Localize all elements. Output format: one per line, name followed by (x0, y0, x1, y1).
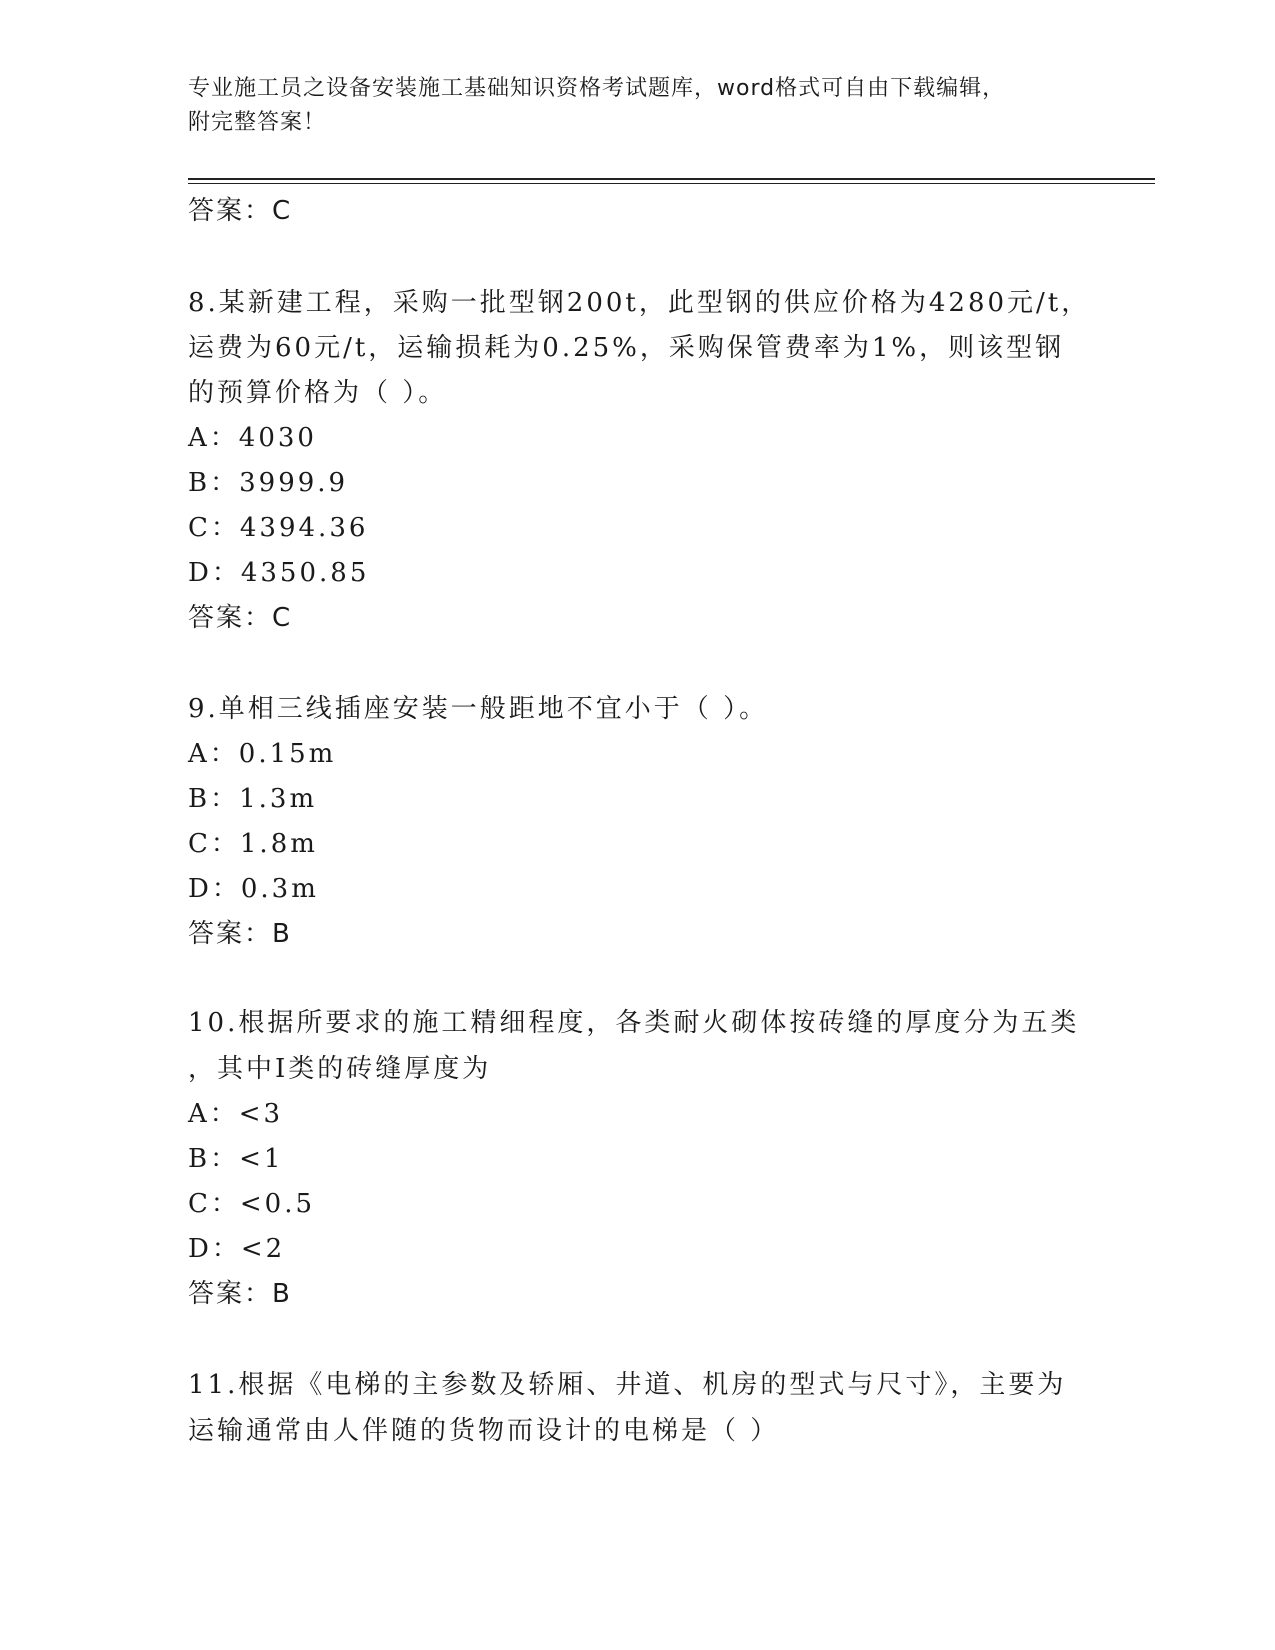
q9-option-d: D：0.3m (188, 874, 319, 904)
q9-answer: 答案：B (188, 919, 292, 949)
q8-answer: 答案：C (188, 603, 293, 633)
q8-option-b: B：3999.9 (188, 468, 349, 498)
header-divider-thick (188, 178, 1155, 180)
prev-answer: 答案：C (188, 196, 293, 226)
q8-text-line-3: 的预算价格为（ ）。 (188, 378, 448, 408)
q8-text-line-1: 8.某新建工程，采购一批型钢200t，此型钢的供应价格为4280元/t， (188, 288, 1091, 318)
header-line-2: 附完整答案！ (188, 110, 327, 135)
q10-option-a: A：<3 (188, 1099, 284, 1129)
q8-option-a: A：4030 (188, 423, 317, 453)
q11-text-line-1: 11.根据《电梯的主参数及轿厢、井道、机房的型式与尺寸》，主要为 (188, 1370, 1067, 1400)
q9-option-a: A：0.15m (188, 739, 337, 769)
q10-text-line-1: 10.根据所要求的施工精细程度，各类耐火砌体按砖缝的厚度分为五类 (188, 1008, 1080, 1038)
q8-option-c: C：4394.36 (188, 513, 369, 543)
header-divider-thin (188, 183, 1155, 184)
q9-option-c: C：1.8m (188, 829, 318, 859)
q10-option-d: D：<2 (188, 1234, 286, 1264)
q8-text-line-2: 运费为60元/t，运输损耗为0.25%，采购保管费率为1%，则该型钢 (188, 333, 1065, 363)
q10-answer: 答案：B (188, 1279, 292, 1309)
q10-option-c: C：<0.5 (188, 1189, 316, 1219)
q9-text-line-1: 9.单相三线插座安装一般距地不宜小于（ ）。 (188, 694, 769, 724)
page-header (188, 72, 1088, 140)
q8-option-d: D：4350.85 (188, 558, 370, 588)
q9-option-b: B：1.3m (188, 784, 318, 814)
q11-text-line-2: 运输通常由人伴随的货物而设计的电梯是（ ） (188, 1416, 780, 1446)
q10-text-line-2: ，其中Ⅰ类的砖缝厚度为 (188, 1054, 492, 1084)
header-line-1: 专业施工员之设备安装施工基础知识资格考试题库，word格式可自由下载编辑， (188, 76, 1006, 101)
q10-option-b: B：<1 (188, 1144, 284, 1174)
